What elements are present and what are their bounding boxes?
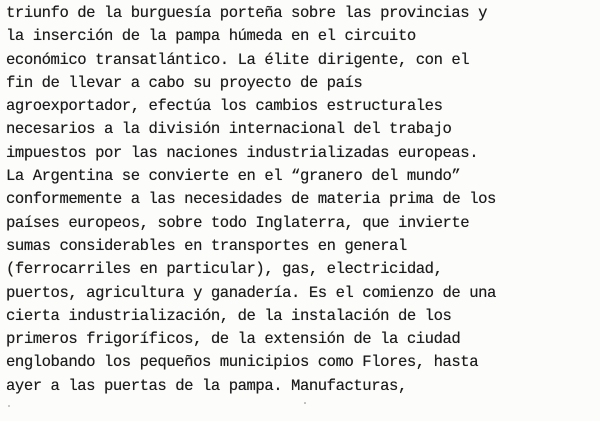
text-line: puertos, agricultura y ganadería. Es el comienzo de una	[6, 283, 496, 302]
text-line: cierta industrialización, de la instalación de los	[6, 306, 452, 325]
text-line: impuestos por las naciones industrializadas europeas.	[6, 143, 479, 162]
paper-speck	[8, 405, 10, 407]
text-line: países europeos, sobre todo Inglaterra, que invierte	[6, 213, 470, 232]
text-block	[6, 2, 598, 398]
text-line: necesarios a la división internacional del trabajo	[6, 120, 452, 139]
text-line: conformemente a las necesidades de materia prima de los	[6, 190, 496, 209]
text-line: ayer a las puertas de la pampa. Manufacturas,	[6, 376, 407, 395]
text-line: sumas considerables en transportes en general	[6, 236, 407, 255]
text-line: La Argentina se convierte en el “granero del mundo”	[6, 167, 461, 186]
text-line: la inserción de la pampa húmeda en el circuito	[6, 27, 416, 46]
paper-speck	[304, 402, 306, 404]
text-line: primeros frigoríficos, de la extensión de la ciudad	[6, 330, 461, 349]
text-line: triunfo de la burguesía porteña sobre las provincias y	[6, 4, 488, 22]
text-line: económico transatlántico. La élite dirigente, con el	[6, 50, 470, 69]
text-line: agroexportador, efectúa los cambios estructurales	[6, 97, 443, 116]
text-line: fin de llevar a cabo su proyecto de país	[6, 73, 363, 92]
text-line: englobando los pequeños municipios como Flores, hasta	[6, 353, 479, 372]
text-line: (ferrocarriles en particular), gas, electricidad,	[6, 260, 443, 279]
